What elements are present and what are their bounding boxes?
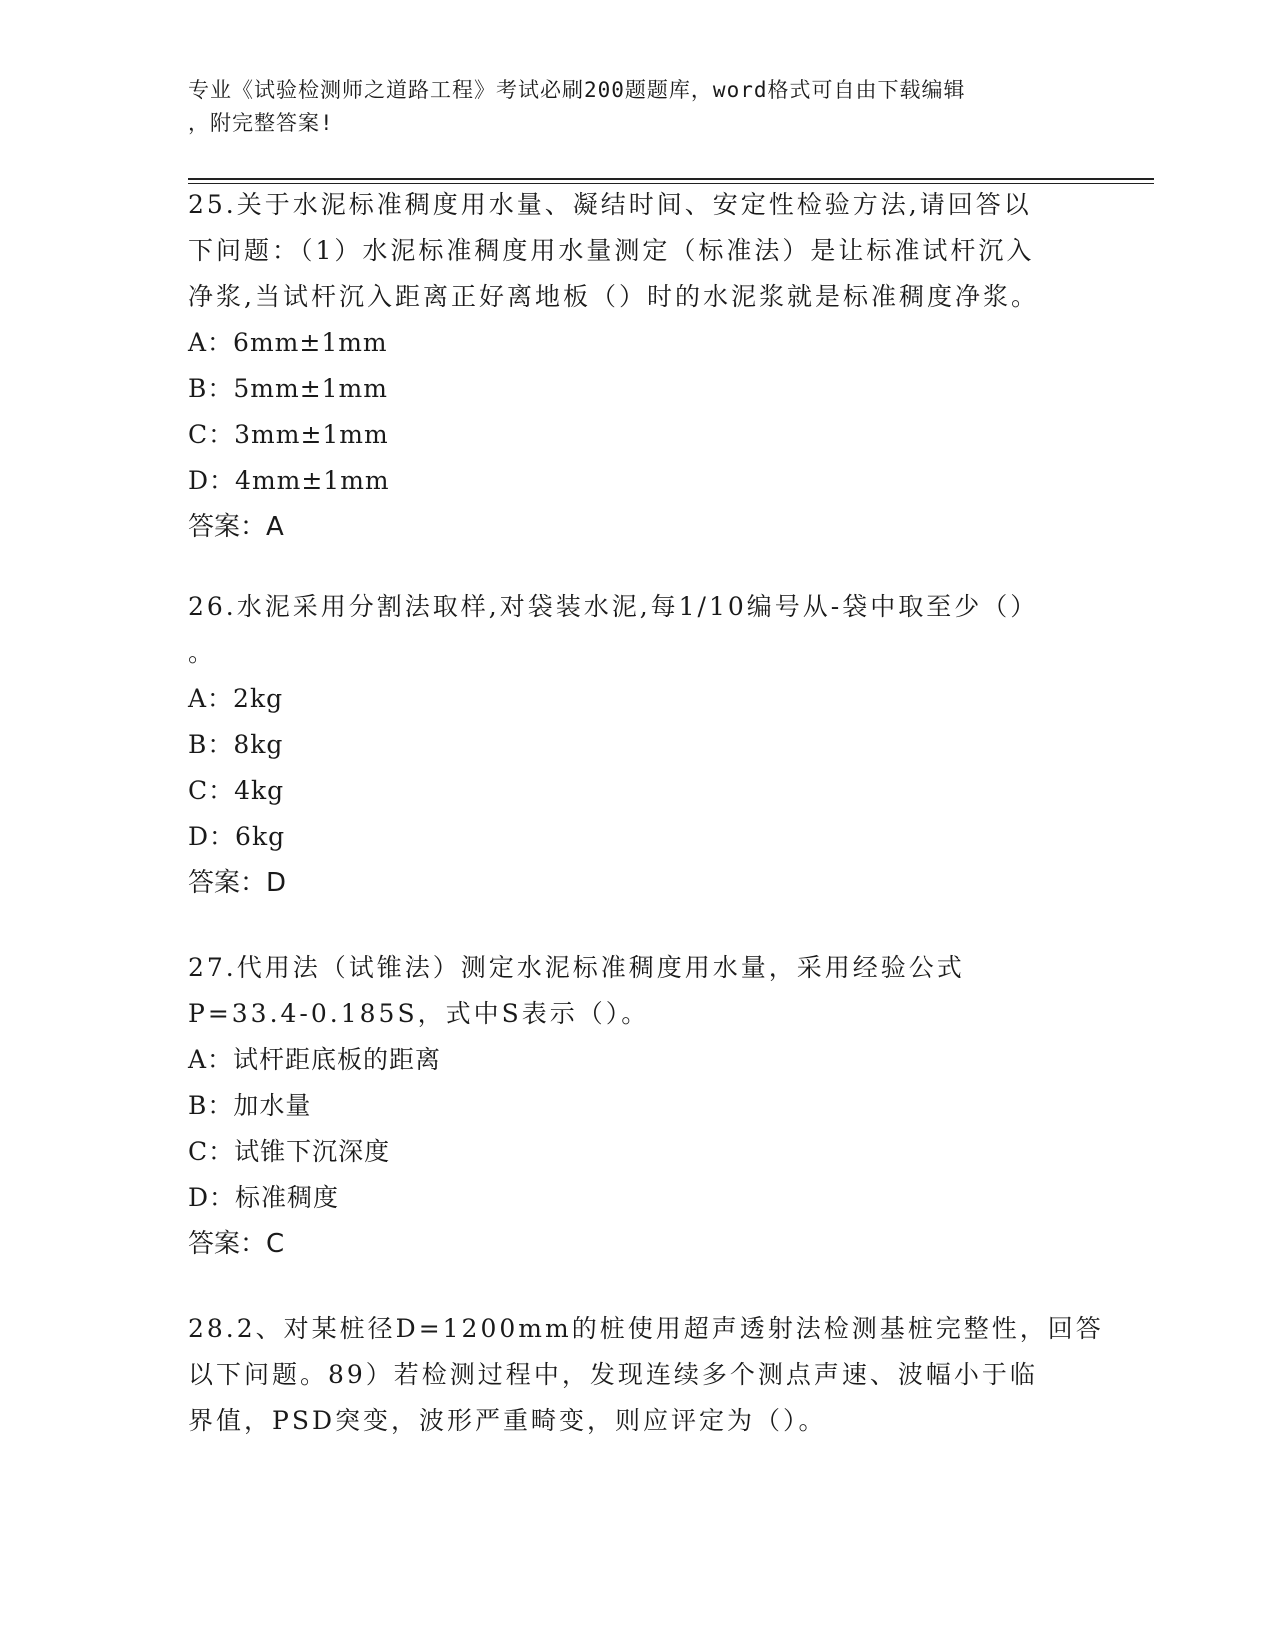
question-stem-line: P=33.4-0.185S，式中S表示（）。 <box>188 999 650 1028</box>
header-line-1: 专业《试验检测师之道路工程》考试必刷200题题库，word格式可自由下载编辑 <box>188 78 966 102</box>
question-stem-line: 界值，PSD突变，波形严重畸变，则应评定为（）。 <box>188 1406 827 1435</box>
option-c: C：试锥下沉深度 <box>188 1137 391 1166</box>
question-26 <box>188 584 1088 906</box>
question-stem-line: 。 <box>188 638 217 667</box>
option-d: D：标准稠度 <box>188 1183 340 1212</box>
answer-line: 答案：D <box>188 868 287 898</box>
option-d: D：4mm±1mm <box>188 466 390 495</box>
question-stem-line: 下问题：（1）水泥标准稠度用水量测定（标准法）是让标准试杆沉入 <box>188 236 1035 265</box>
question-stem-line: 26.水泥采用分割法取样,对袋装水泥,每1/10编号从-袋中取至少（） <box>188 592 1039 621</box>
option-d: D：6kg <box>188 822 286 851</box>
option-a: A：2kg <box>188 684 284 713</box>
option-a: A：6mm±1mm <box>188 328 388 357</box>
question-25 <box>188 182 1088 550</box>
option-c: C：3mm±1mm <box>188 420 389 449</box>
question-stem-line: 净浆,当试杆沉入距离正好离地板（）时的水泥浆就是标准稠度净浆。 <box>188 282 1039 311</box>
answer-line: 答案：C <box>188 1229 285 1259</box>
question-27 <box>188 945 1088 1267</box>
question-stem-line: 28.2、对某桩径D=1200mm的桩使用超声透射法检测基桩完整性，回答 <box>188 1314 1104 1343</box>
question-stem-line: 以下问题。89）若检测过程中，发现连续多个测点声速、波幅小于临 <box>188 1360 1038 1389</box>
question-stem-line: 25.关于水泥标准稠度用水量、凝结时间、安定性检验方法,请回答以 <box>188 190 1032 219</box>
question-stem-line: 27.代用法（试锥法）测定水泥标准稠度用水量，采用经验公式 <box>188 953 965 982</box>
header-line-2: ，附完整答案! <box>188 111 334 135</box>
option-c: C：4kg <box>188 776 285 805</box>
option-b: B：8kg <box>188 730 284 759</box>
option-b: B：5mm±1mm <box>188 374 388 403</box>
answer-line: 答案：A <box>188 512 284 542</box>
document-header <box>188 74 1088 140</box>
option-b: B：加水量 <box>188 1091 312 1120</box>
question-28 <box>188 1306 1104 1444</box>
header-rule-thick <box>188 178 1154 180</box>
option-a: A：试杆距底板的距离 <box>188 1045 442 1074</box>
